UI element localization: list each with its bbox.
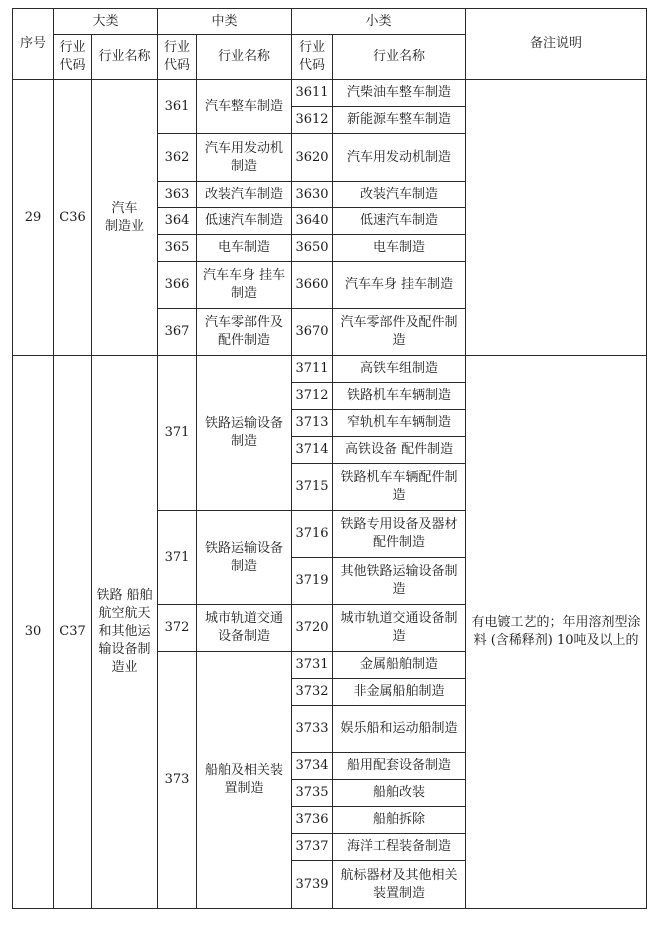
- small-name-cell: 海洋工程装备制造: [333, 834, 466, 861]
- remark-cell: [466, 80, 647, 356]
- mid-code-cell: 371: [158, 511, 197, 605]
- big-code-cell: C37: [54, 356, 92, 909]
- header-big-category: 大类: [54, 9, 158, 35]
- mid-name-cell: 改装汽车制造: [197, 182, 292, 208]
- mid-name-cell: 汽车整车制造: [197, 80, 292, 134]
- small-code-cell: 3733: [292, 706, 333, 753]
- seq-cell: 29: [13, 80, 54, 356]
- small-name-cell: 改装汽车制造: [333, 182, 466, 208]
- mid-code-cell: 361: [158, 80, 197, 134]
- small-code-cell: 3714: [292, 437, 333, 464]
- small-name-cell: 高铁车组制造: [333, 356, 466, 383]
- small-name-cell: 铁路专用设备及器材 配件制造: [333, 511, 466, 558]
- header-mid-code: 行业 代码: [158, 35, 197, 80]
- small-code-cell: 3713: [292, 410, 333, 437]
- small-code-cell: 3620: [292, 134, 333, 182]
- big-code-cell: C36: [54, 80, 92, 356]
- big-name-cell: 铁路 船舶 航空航天和其他运输设备制造业: [92, 356, 158, 909]
- small-code-cell: 3732: [292, 679, 333, 706]
- header-remark: 备注说明: [466, 9, 647, 80]
- small-name-cell: 汽车用发动机制造: [333, 134, 466, 182]
- small-code-cell: 3716: [292, 511, 333, 558]
- seq-cell: 30: [13, 356, 54, 909]
- small-name-cell: 汽车零部件及配件制造: [333, 309, 466, 356]
- small-code-cell: 3640: [292, 208, 333, 235]
- small-name-cell: 汽车车身 挂车制造: [333, 262, 466, 309]
- mid-code-cell: 366: [158, 262, 197, 309]
- mid-name-cell: 铁路运输设备制造: [197, 356, 292, 511]
- small-name-cell: 航标器材及其他相关装置制造: [333, 861, 466, 909]
- small-name-cell: 非金属船舶制造: [333, 679, 466, 706]
- small-name-cell: 汽柴油车整车制造: [333, 80, 466, 107]
- table-row: [13, 356, 647, 383]
- table-row: [13, 80, 647, 107]
- header-mid-name: 行业名称: [197, 35, 292, 80]
- small-name-cell: 电车制造: [333, 235, 466, 262]
- header-big-code: 行业 代码: [54, 35, 92, 80]
- mid-code-cell: 367: [158, 309, 197, 356]
- small-code-cell: 3731: [292, 652, 333, 679]
- small-code-cell: 3711: [292, 356, 333, 383]
- small-name-cell: 船舶改装: [333, 780, 466, 807]
- mid-code-cell: 372: [158, 605, 197, 652]
- small-name-cell: 铁路机车车辆制造: [333, 383, 466, 410]
- mid-code-cell: 371: [158, 356, 197, 511]
- header-row-1: [13, 9, 647, 35]
- small-name-cell: 船用配套设备制造: [333, 753, 466, 780]
- mid-name-cell: 电车制造: [197, 235, 292, 262]
- mid-name-cell: 船舶及相关装置制造: [197, 652, 292, 909]
- mid-code-cell: 373: [158, 652, 197, 909]
- small-code-cell: 3715: [292, 464, 333, 511]
- header-small-category: 小类: [292, 9, 466, 35]
- small-name-cell: 船舶拆除: [333, 807, 466, 834]
- mid-code-cell: 363: [158, 182, 197, 208]
- mid-name-cell: 低速汽车制造: [197, 208, 292, 235]
- small-name-cell: 低速汽车制造: [333, 208, 466, 235]
- remark-cell: 有电镀工艺的；年用溶剂型涂料 (含稀释剂) 10吨及以上的: [466, 356, 647, 909]
- small-name-cell: 其他铁路运输设备制造: [333, 558, 466, 605]
- small-name-cell: 城市轨道交通设备制造: [333, 605, 466, 652]
- small-name-cell: 金属船舶制造: [333, 652, 466, 679]
- mid-code-cell: 362: [158, 134, 197, 182]
- small-name-cell: 高铁设备 配件制造: [333, 437, 466, 464]
- small-code-cell: 3612: [292, 107, 333, 134]
- small-code-cell: 3734: [292, 753, 333, 780]
- small-code-cell: 3630: [292, 182, 333, 208]
- small-code-cell: 3736: [292, 807, 333, 834]
- header-mid-category: 中类: [158, 9, 292, 35]
- small-code-cell: 3611: [292, 80, 333, 107]
- mid-code-cell: 364: [158, 208, 197, 235]
- small-code-cell: 3712: [292, 383, 333, 410]
- small-code-cell: 3735: [292, 780, 333, 807]
- header-small-code: 行业 代码: [292, 35, 333, 80]
- header-big-name: 行业名称: [92, 35, 158, 80]
- mid-name-cell: 汽车零部件及配件制造: [197, 309, 292, 356]
- small-code-cell: 3719: [292, 558, 333, 605]
- small-code-cell: 3660: [292, 262, 333, 309]
- small-code-cell: 3737: [292, 834, 333, 861]
- small-code-cell: 3650: [292, 235, 333, 262]
- small-name-cell: 窄轨机车车辆制造: [333, 410, 466, 437]
- header-small-name: 行业名称: [333, 35, 466, 80]
- mid-code-cell: 365: [158, 235, 197, 262]
- small-code-cell: 3670: [292, 309, 333, 356]
- header-seq: 序号: [13, 9, 54, 80]
- big-name-cell: 汽车 制造业: [92, 80, 158, 356]
- mid-name-cell: 汽车用发动机制造: [197, 134, 292, 182]
- small-name-cell: 新能源车整车制造: [333, 107, 466, 134]
- mid-name-cell: 铁路运输设备制造: [197, 511, 292, 605]
- mid-name-cell: 汽车车身 挂车制造: [197, 262, 292, 309]
- mid-name-cell: 城市轨道交通设备制造: [197, 605, 292, 652]
- small-name-cell: 娱乐船和运动船制造: [333, 706, 466, 753]
- small-code-cell: 3720: [292, 605, 333, 652]
- industry-classification-table: [12, 8, 647, 909]
- small-name-cell: 铁路机车车辆配件制造: [333, 464, 466, 511]
- small-code-cell: 3739: [292, 861, 333, 909]
